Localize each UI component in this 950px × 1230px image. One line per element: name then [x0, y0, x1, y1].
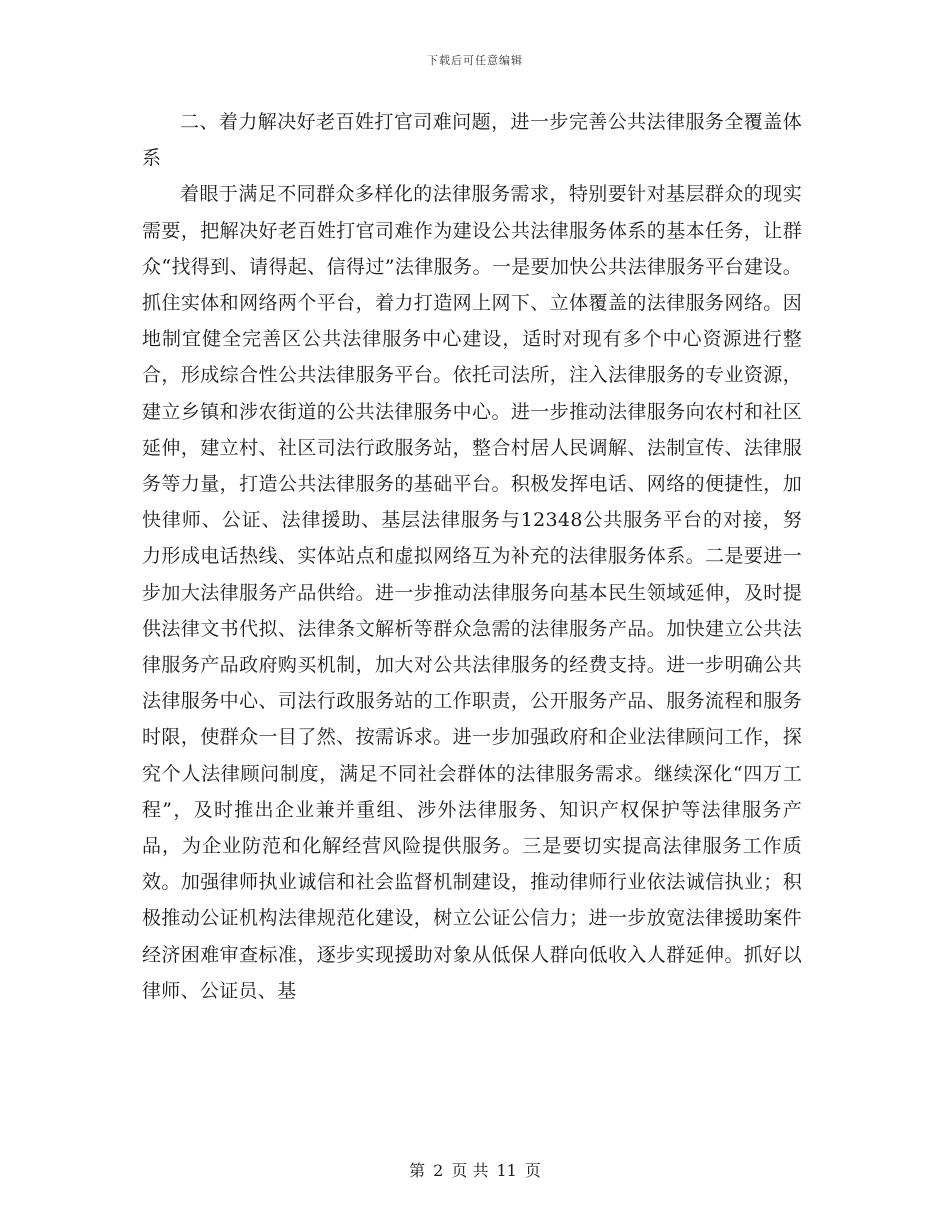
section-heading: 二、着力解决好老百姓打官司难问题，进一步完善公共法律服务全覆盖体系 [142, 111, 802, 170]
footer-middle: 页 共 [451, 1161, 489, 1180]
document-body [142, 104, 802, 1009]
footer-prefix: 第 [409, 1161, 426, 1180]
page-footer [0, 1158, 950, 1181]
body-paragraph: 着眼于满足不同群众多样化的法律服务需求，特别要针对基层群众的现实需要，把解决好老百姓打官司难作为建设公共法律服务体系的基本任务，让群众“找得到、请得起、信得过”法律服务。一是要加快公共法律服务平台建设。抓住实体和网络两个平台，着力打造网上网下、立体覆盖的法律服务网络。因地制宜健全完善区公共法律服务中心建设，适时对现有多个中心资源进行整合，形成综合性公共法律服务平台。依托司法所，注入法律服务的专业资源，建立乡镇和涉农街道的公共法律服务中心。进一步推动法律服务向农村和社区延伸，建立村、社区司法行政服务站，整合村居人民调解、法制宣传、法律服务等力量，打造公共法律服务的基础平台。积极发挥电话、网络的便捷性，加快律师、公证、法律援助、基层法律服务与12348公共服务平台的对接，努力形成电话热线、实体站点和虚拟网络互为补充的法律服务体系。二是要进一步加大法律服务产品供给。进一步推动法律服务向基本民生领域延伸，及时提供法律文书代拟、法律条文解析等群众急需的法律服务产品。加快建立公共法律服务产品政府购买机制，加大对公共法律服务的经费支持。进一步明确公共法律服务中心、司法行政服务站的工作职责，公开服务产品、服务流程和服务时限，使群众一目了然、按需诉求。进一步加强政府和企业法律顾问工作，探究个人法律顾问制度，满足不同社会群体的法律服务需求。继续深化“四万工程”，及时推出企业兼并重组、涉外法律服务、知识产权保护等法律服务产品，为企业防范和化解经营风险提供服务。三是要切实提高法律服务工作质效。加强律师执业诚信和社会监督机制建设，推动律师行业依法诚信执业；积极推动公证机构法律规范化建设，树立公证公信力；进一步放宽法律援助案件经济困难审查标准，逐步实现援助对象从低保人群向低收入人群延伸。抓好以律师、公证员、基 [142, 183, 802, 1002]
total-pages-number: 11 [496, 1161, 517, 1180]
current-page-number: 2 [433, 1161, 444, 1180]
footer-suffix: 页 [524, 1161, 541, 1180]
page-header-note: 下载后可任意编辑 [427, 54, 523, 67]
